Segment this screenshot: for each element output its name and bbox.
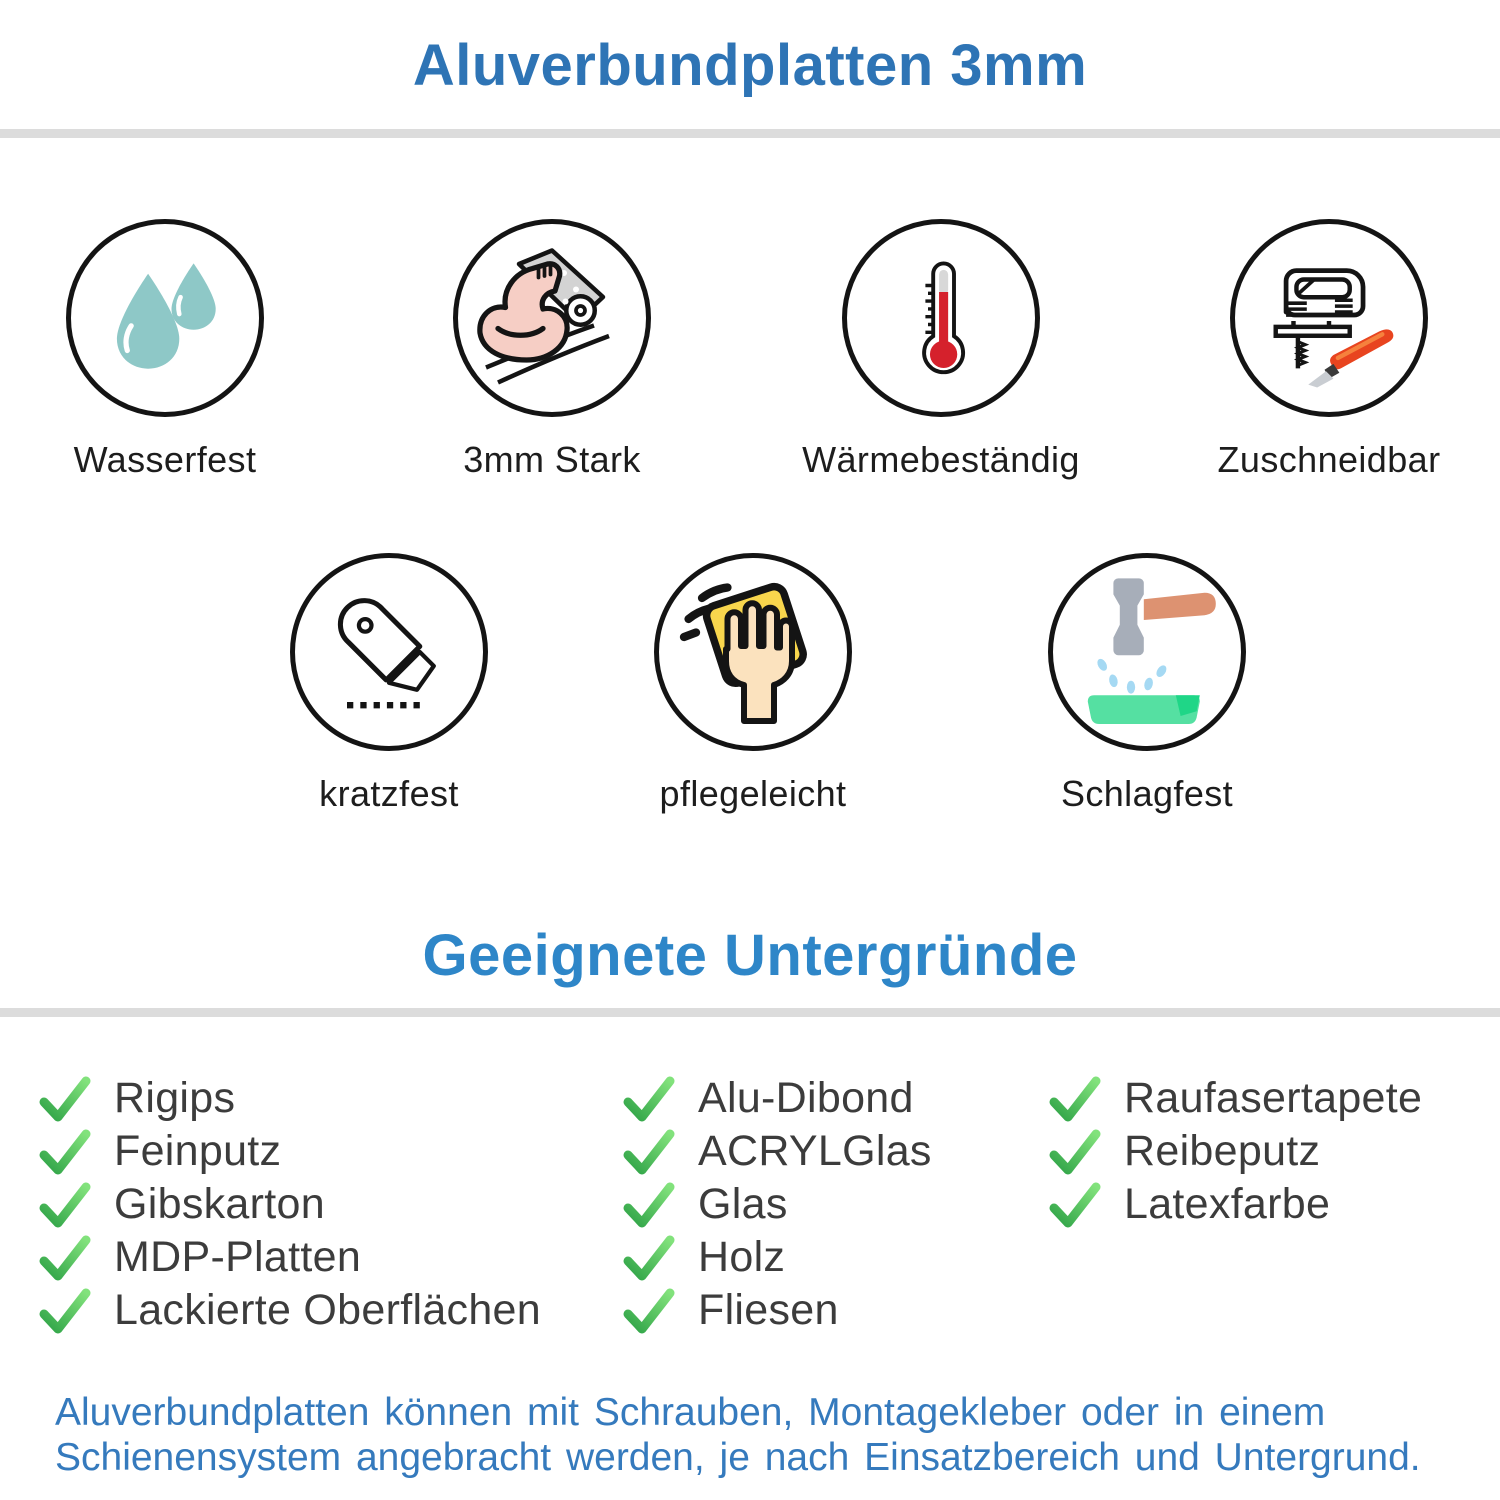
section-title-untergruende: Geeignete Untergründe xyxy=(422,923,1078,988)
mounting-note xyxy=(55,1390,1421,1480)
check-icon xyxy=(622,1234,676,1282)
hammer-impact-icon xyxy=(1067,572,1227,732)
feature-circle xyxy=(842,219,1040,417)
surface-label: Alu-Dibond xyxy=(698,1074,914,1122)
surfaces-column-3 xyxy=(1048,1072,1422,1231)
surface-item xyxy=(622,1231,932,1284)
divider xyxy=(0,1008,1500,1017)
feature-circle xyxy=(453,219,651,417)
feature-label: Zuschneidbar xyxy=(1217,439,1441,480)
surface-item xyxy=(622,1125,932,1178)
page-title: Aluverbundplatten 3mm xyxy=(412,33,1088,98)
jigsaw-cutter-icon xyxy=(1255,244,1403,392)
check-icon xyxy=(38,1287,92,1335)
check-icon xyxy=(622,1128,676,1176)
surface-item xyxy=(1048,1125,1422,1178)
wiping-hand-icon xyxy=(678,577,828,727)
check-icon xyxy=(38,1075,92,1123)
check-icon xyxy=(1048,1075,1102,1123)
feature-circle xyxy=(290,553,488,751)
feature-label: kratzfest xyxy=(319,773,459,814)
surface-label: Lackierte Oberflächen xyxy=(114,1286,541,1334)
surface-item xyxy=(1048,1178,1422,1231)
surface-label: Latexfarbe xyxy=(1124,1180,1331,1228)
check-icon xyxy=(622,1287,676,1335)
feature-pflegeleicht xyxy=(573,553,933,815)
surface-label: Fliesen xyxy=(698,1286,839,1334)
feature-circle xyxy=(1230,219,1428,417)
surface-item xyxy=(38,1284,541,1337)
surface-item xyxy=(622,1072,932,1125)
feature-3mm-stark xyxy=(372,219,732,481)
surface-item xyxy=(1048,1072,1422,1125)
surface-label: Reibeputz xyxy=(1124,1127,1321,1175)
surface-label: Holz xyxy=(698,1233,786,1281)
feature-label: Wasserfest xyxy=(73,439,257,480)
feature-zuschneidbar xyxy=(1149,219,1500,481)
surface-item xyxy=(38,1072,541,1125)
feature-circle xyxy=(66,219,264,417)
surface-label: Gibskarton xyxy=(114,1180,325,1228)
feature-label: 3mm Stark xyxy=(463,439,641,480)
surface-label: Feinputz xyxy=(114,1127,282,1175)
check-icon xyxy=(622,1181,676,1229)
surfaces-column-2 xyxy=(622,1072,932,1337)
utility-knife-icon xyxy=(319,582,459,722)
surface-item xyxy=(622,1178,932,1231)
surface-label: Rigips xyxy=(114,1074,236,1122)
feature-wasserfest xyxy=(0,219,345,481)
feature-circle xyxy=(1048,553,1246,751)
check-icon xyxy=(1048,1181,1102,1229)
muscle-arm-icon xyxy=(477,243,627,393)
surface-label: Glas xyxy=(698,1180,788,1228)
check-icon xyxy=(38,1181,92,1229)
check-icon xyxy=(38,1128,92,1176)
feature-label: Schlagfest xyxy=(1060,773,1234,814)
check-icon xyxy=(1048,1128,1102,1176)
mounting-note-line1: Aluverbundplatten können mit Schrauben, Montagekleber oder in einem xyxy=(55,1391,1326,1434)
mounting-note-line2: Schienensystem angebracht werden, je nach Einsatzbereich und Untergrund. xyxy=(55,1436,1421,1479)
feature-schlagfest xyxy=(967,553,1327,815)
feature-circle xyxy=(654,553,852,751)
feature-label: pflegeleicht xyxy=(659,773,847,814)
surface-item xyxy=(38,1178,541,1231)
water-drops-icon xyxy=(100,253,230,383)
check-icon xyxy=(38,1234,92,1282)
divider xyxy=(0,129,1500,138)
surface-label: ACRYLGlas xyxy=(698,1127,932,1175)
feature-kratzfest xyxy=(209,553,569,815)
surface-label: Raufasertapete xyxy=(1124,1074,1423,1122)
feature-label: Wärmebeständig xyxy=(802,439,1080,480)
feature-waermebestaendig xyxy=(761,219,1121,481)
surface-item xyxy=(38,1231,541,1284)
surface-label: MDP-Platten xyxy=(114,1233,362,1281)
surfaces-column-1 xyxy=(38,1072,541,1337)
check-icon xyxy=(622,1075,676,1123)
surface-item xyxy=(622,1284,932,1337)
surface-item xyxy=(38,1125,541,1178)
thermometer-icon xyxy=(876,253,1006,383)
